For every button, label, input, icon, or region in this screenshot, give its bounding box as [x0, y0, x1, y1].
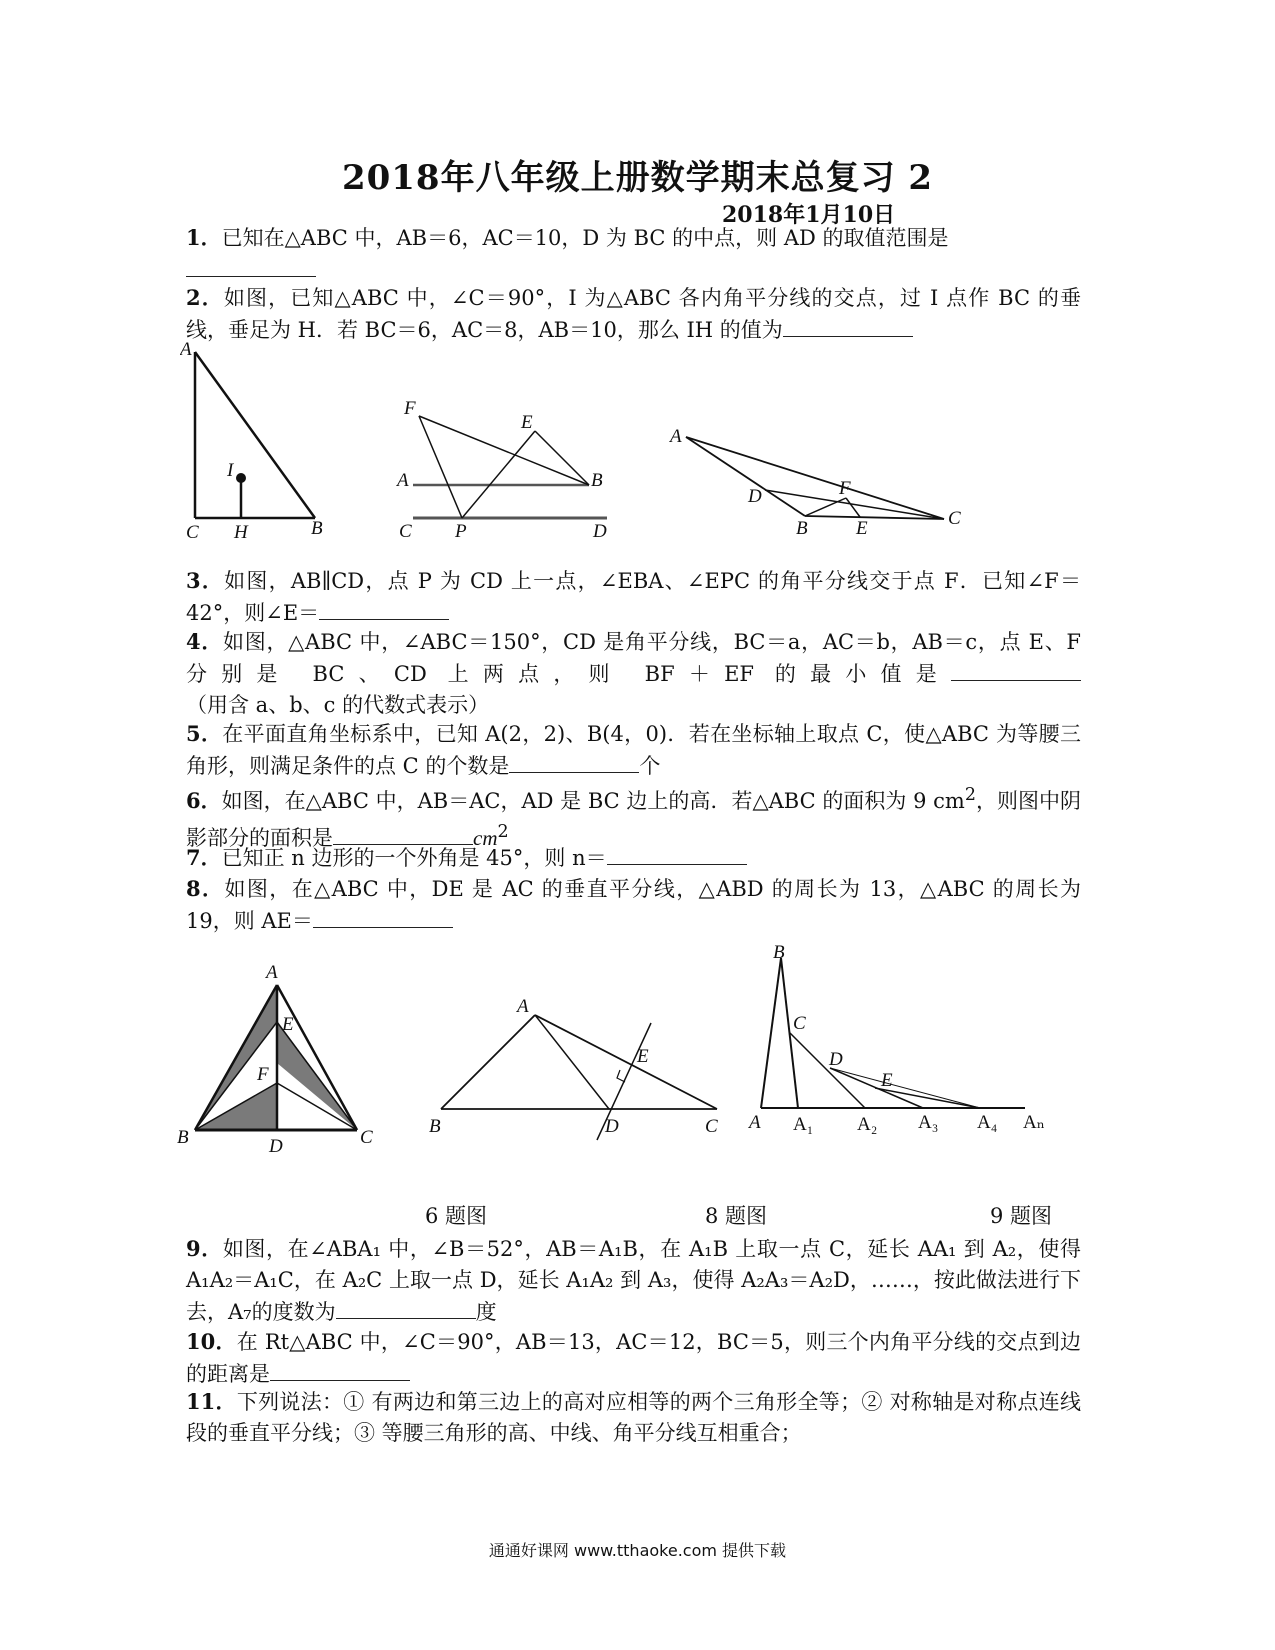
unit-superscript: 2	[497, 822, 509, 842]
question-9	[186, 1233, 1081, 1328]
label-e: E	[521, 412, 533, 433]
question-4	[186, 626, 1081, 721]
question-number: 6．	[186, 788, 222, 813]
question-number: 8．	[186, 876, 225, 901]
label-b: B	[311, 518, 323, 539]
label-f: F	[257, 1064, 269, 1085]
segment-ca2	[790, 1033, 865, 1108]
label-a3: A₃	[918, 1112, 939, 1133]
label-c: C	[948, 508, 961, 529]
label-c: C	[186, 522, 199, 543]
label-an: Aₙ	[1023, 1112, 1045, 1133]
question-8	[186, 873, 1081, 937]
segment-pe	[462, 431, 535, 518]
question-text-tail: 个	[639, 754, 661, 778]
figure-q6-shaded-triangle	[172, 960, 392, 1164]
page-footer: 通通好课网 www.tthaoke.com 提供下载	[488, 1541, 787, 1560]
label-d: D	[269, 1136, 283, 1157]
label-a4: A₄	[977, 1112, 998, 1133]
segment-d-a4	[830, 1068, 980, 1108]
question-text: 已知正 n 边形的一个外角是 45°，则 n＝	[221, 846, 607, 870]
label-b: B	[773, 942, 785, 963]
label-f: F	[839, 478, 851, 499]
segment-bf	[805, 498, 846, 516]
label-d: D	[829, 1049, 843, 1070]
label-p: P	[455, 521, 467, 542]
question-number: 7．	[186, 845, 222, 870]
label-c: C	[360, 1127, 373, 1148]
side-ab	[441, 1015, 535, 1109]
side-bc	[805, 516, 944, 519]
figure-q2-right-triangle	[180, 340, 340, 554]
label-d: D	[593, 521, 607, 542]
label-i: I	[227, 460, 234, 481]
answer-blank	[270, 1358, 410, 1381]
answer-blank	[951, 658, 1081, 681]
question-number: 11．	[186, 1389, 237, 1414]
question-text-tail: （用含 a、b、c 的代数式表示）	[186, 693, 490, 717]
label-a: A	[397, 470, 409, 491]
question-number: 10．	[186, 1329, 237, 1354]
answer-blank	[783, 314, 913, 337]
question-number: 3．	[186, 568, 225, 593]
figure-q8-perpendicular-bisector	[425, 990, 735, 1164]
question-text: 如图，在△ABC 中，AB＝AC，AD 是 BC 边上的高．若△ABC 的面积为 9 cm	[221, 789, 965, 813]
incenter-point	[236, 473, 246, 483]
question-text: 如图，已知△ABC 中，∠C＝90°，I 为△ABC 各内角平分线的交点，过 I 点作 BC 的垂线，垂足为 H．若 BC＝6，AC＝8，AB＝10，那么 IH 的值为	[186, 286, 1081, 342]
question-text-tail: ，则图中阴影部分的面积是	[186, 789, 1081, 850]
question-text: 在平面直角坐标系中，已知 A(2，2)、B(4，0)．若在坐标轴上取点 C，使△ABC 为等腰三角形，则满足条件的点 C 的个数是	[186, 722, 1081, 778]
answer-blank	[336, 1296, 476, 1319]
unit: cm	[473, 826, 498, 850]
label-e: E	[856, 518, 868, 539]
label-b: B	[177, 1127, 189, 1148]
segment-cd	[765, 490, 944, 519]
label-d: D	[748, 486, 762, 507]
page-title: 2018年八年级上册数学期末总复习 2	[341, 158, 934, 198]
figure-q4-obtuse-triangle	[668, 420, 978, 549]
answer-blank	[509, 750, 639, 773]
question-number: 4．	[186, 629, 224, 654]
label-e: E	[282, 1014, 294, 1035]
label-a: A	[266, 962, 278, 983]
segment-ea4	[875, 1088, 980, 1108]
side-ab	[686, 437, 805, 516]
label-a: A	[180, 340, 192, 360]
label-e: E	[881, 1070, 893, 1091]
question-text: 如图，△ABC 中，∠ABC＝150°，CD 是角平分线，BC＝a，AC＝b，AB＝c，点 E、F 分别是 BC、CD 上两点，则 BF＋EF 的最小值是	[186, 630, 1081, 686]
question-1	[186, 222, 1081, 286]
answer-blank	[319, 597, 449, 620]
segment-ba	[761, 958, 781, 1108]
page-date: 2018年1月10日	[722, 202, 896, 228]
question-text: 已知在△ABC 中，AB＝6，AC＝10，D 为 BC 的中点，则 AD 的取值范围是	[221, 226, 949, 250]
question-text: 如图，在△ABC 中，DE 是 AC 的垂直平分线，△ABD 的周长为 13，△ABC 的周长为 19，则 AE＝	[186, 877, 1081, 933]
question-text: 下列说法：① 有两边和第三边上的高对应相等的两个三角形全等；② 对称轴是对称点连线段的垂直平分线；③ 等腰三角形的高、中线、角平分线互相重合；	[186, 1390, 1081, 1445]
answer-blank	[607, 842, 747, 865]
figure-q3-parallel-lines	[395, 390, 635, 554]
side-ac	[686, 437, 944, 519]
segment-ad	[535, 1015, 609, 1109]
label-a: A	[670, 426, 682, 447]
label-c: C	[705, 1116, 718, 1137]
question-text: 在 Rt△ABC 中，∠C＝90°，AB＝13，AC＝12，BC＝5，则三个内角平分线的交点到边的距离是	[186, 1330, 1081, 1386]
label-b: B	[429, 1116, 441, 1137]
answer-blank	[186, 254, 316, 277]
segment-fe	[846, 498, 860, 517]
question-text: 如图，在∠ABA₁ 中，∠B＝52°，AB＝A₁B，在 A₁B 上取一点 C，延长 AA₁ 到 A₂，使得 A₁A₂＝A₁C，在 A₂C 上取一点 D，延长 A₁A₂ 到 A₃，使得 A₂A₃＝A₂D，……，按此做法进行下去，A₇的度数为	[186, 1237, 1081, 1324]
label-f: F	[404, 398, 416, 419]
label-b: B	[796, 518, 808, 539]
caption-fig9: 9 题图	[990, 1204, 1053, 1228]
side-ab	[195, 352, 315, 518]
label-a2: A₂	[857, 1114, 878, 1135]
label-a: A	[749, 1112, 761, 1133]
question-10	[186, 1326, 1081, 1390]
question-3	[186, 565, 1081, 629]
question-7	[186, 842, 1081, 874]
label-c: C	[793, 1013, 806, 1034]
side-ac	[535, 1015, 717, 1109]
label-a1: A₁	[793, 1114, 814, 1135]
caption-fig8: 8 题图	[705, 1204, 768, 1228]
question-2	[186, 282, 1081, 346]
question-11	[186, 1386, 1081, 1449]
label-d: D	[605, 1116, 619, 1137]
question-text-tail: 度	[475, 1300, 497, 1324]
question-5	[186, 718, 1081, 782]
question-number: 1．	[186, 225, 222, 250]
question-number: 9．	[186, 1236, 223, 1261]
label-a: A	[517, 996, 529, 1017]
superscript: 2	[964, 785, 976, 805]
segment-eb	[535, 431, 589, 485]
answer-blank	[313, 905, 453, 928]
question-number: 2．	[186, 285, 224, 310]
label-c: C	[399, 521, 412, 542]
label-b: B	[591, 470, 603, 491]
figure-q9-angle-sequence	[745, 940, 1055, 1144]
question-number: 5．	[186, 721, 223, 746]
label-e: E	[637, 1046, 649, 1067]
label-h: H	[234, 522, 248, 543]
caption-fig6: 6 题图	[425, 1204, 488, 1228]
question-text: 如图，AB∥CD，点 P 为 CD 上一点，∠EBA、∠EPC 的角平分线交于点 F．已知∠F＝42°，则∠E＝	[186, 569, 1081, 625]
